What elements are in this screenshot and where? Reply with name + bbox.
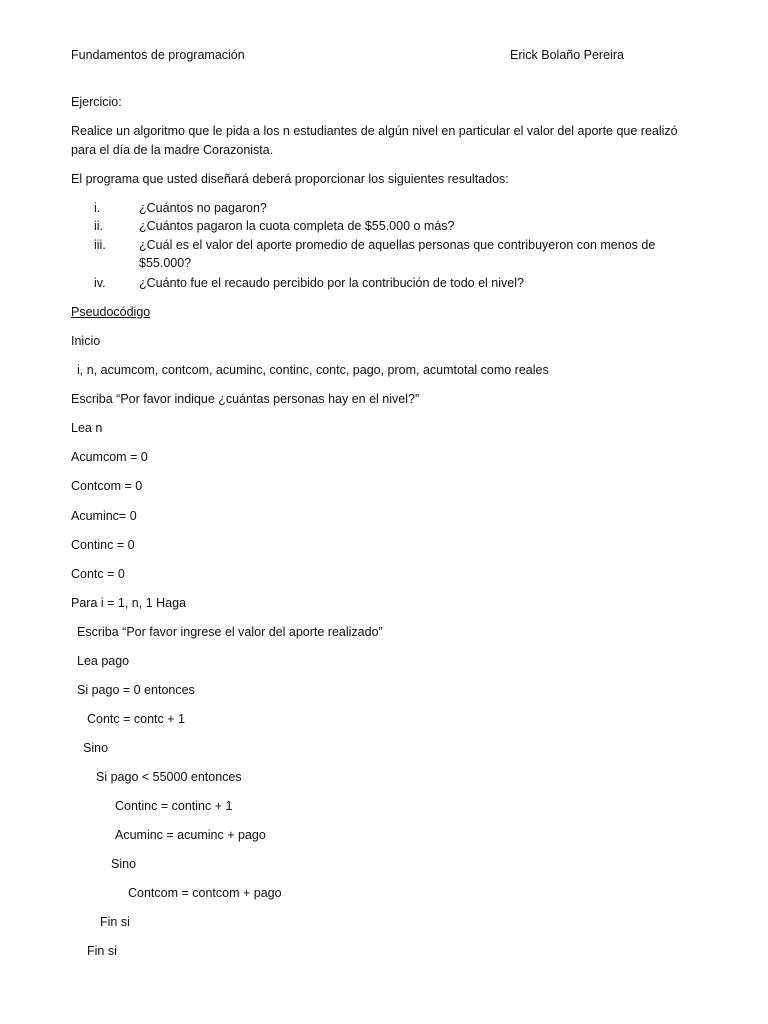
code-line: Contcom = 0 [71, 479, 143, 493]
pseudocode-title: Pseudocódigo [71, 305, 151, 319]
code-line: Contc = 0 [71, 567, 125, 581]
code-line: Fin si [100, 915, 130, 929]
code-line: Para i = 1, n, 1 Haga [71, 596, 187, 610]
question-text: ¿Cuál es el valor del aporte promedio de aquellas personas que contribuyeron con menos de $55.000? [139, 238, 656, 270]
code-line: Si pago = 0 entonces [77, 683, 195, 697]
author-name: Erick Bolaño Pereira [510, 48, 624, 62]
code-line: i, n, acumcom, contcom, acuminc, continc, contc, pago, prom, acumtotal como reales [77, 363, 549, 377]
code-line: Fin si [87, 944, 117, 958]
code-line: Acuminc = acuminc + pago [115, 828, 266, 842]
code-line: Contc = contc + 1 [87, 712, 185, 726]
results-intro: El programa que usted diseñará deberá proporcionar los siguientes resultados: [71, 172, 509, 186]
code-line: Escriba “Por favor ingrese el valor del aporte realizado” [77, 625, 383, 639]
question-text: ¿Cuántos pagaron la cuota completa de $55.000 o más? [139, 219, 455, 233]
code-line: Continc = continc + 1 [115, 799, 233, 813]
code-line: Lea n [71, 421, 103, 435]
exercise-title: Ejercicio: [71, 95, 122, 109]
code-line: Acumcom = 0 [71, 450, 148, 464]
code-line: Lea pago [77, 654, 130, 668]
course-name: Fundamentos de programación [71, 48, 245, 62]
question-number: i. [94, 201, 101, 215]
code-line: Contcom = contcom + pago [128, 886, 282, 900]
exercise-statement: Realice un algoritmo que le pida a los n estudiantes de algún nivel en particular el valor del aporte que realizó para el día de la madre Corazonista. [71, 124, 678, 157]
code-line: Continc = 0 [71, 538, 135, 552]
code-line: Sino [111, 857, 137, 871]
question-text: ¿Cuántos no pagaron? [139, 201, 267, 215]
question-number: iii. [94, 238, 106, 252]
question-text: ¿Cuánto fue el recaudo percibido por la contribución de todo el nivel? [139, 276, 524, 290]
question-number: iv. [94, 276, 106, 290]
question-number: ii. [94, 219, 104, 233]
code-line: Si pago < 55000 entonces [96, 770, 242, 784]
code-line: Acuminc= 0 [71, 509, 137, 523]
code-line: Escriba “Por favor indique ¿cuántas personas hay en el nivel?” [71, 392, 420, 406]
code-line: Inicio [71, 334, 101, 348]
code-line: Sino [83, 741, 109, 755]
